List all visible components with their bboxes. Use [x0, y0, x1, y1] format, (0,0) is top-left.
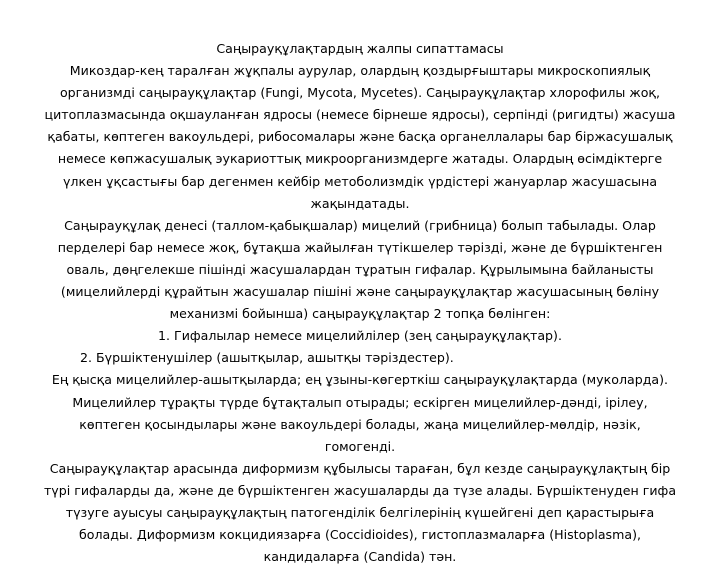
text-line: Мицелийлер тұрақты түрде бұтақталып отырады; ескірген мицелийлер-дәнді, ірілеу, [72, 394, 648, 410]
text-line: қабаты, көптеген вакоульдері, рибосомалары және басқа органеллалары бар біржасушалық [47, 129, 673, 145]
text-line: цитоплазмасында оқшауланған ядросы (немесе бірнеше ядросы), серпінді (ригидты) жасуша [44, 107, 676, 123]
document-title: Саңырауқұлақтардың жалпы сипаттамасы [216, 41, 504, 56]
text-line: жақындатады. [310, 195, 410, 211]
list-item: 2. Бүршіктенушілер (ашытқылар, ашытқы тәріздестер). [80, 350, 454, 366]
text-line: немесе көпжасушалық эукариоттық микроорганизмдерге жатады. Олардың өсімдіктерге [57, 151, 663, 167]
document-text-block [28, 38, 692, 568]
list-item: 1. Гифалылар немесе мицелийлілер (зең саңырауқұлақтар). [158, 328, 562, 344]
text-line: түрі гифаларды да, және де бүршіктенген жасушаларды да түзе алады. Бүршіктенуден гифа [43, 482, 677, 498]
text-line: үлкен ұқсастығы бар дегенмен кейбір метоболизмдік үрдістері жануарлар жасушасына [62, 173, 658, 189]
text-line: механизмі бойынша) саңырауқұлақтар 2 топқа бөлінген: [169, 306, 551, 322]
text-line: болады. Диформизм кокцидиязарға (Coccidioides), гистоплазмаларға (Histoplasma), [78, 527, 641, 543]
text-line: Саңырауқұлақтар арасында диформизм құбылысы тараған, бұл кезде саңырауқұлақтың бір [49, 460, 671, 476]
text-line: кандидаларға (Candida) тән. [263, 549, 457, 565]
text-line: көптеген қосындылары және вакоульдері болады, жаңа мицелийлер-мөлдір, нәзік, [79, 416, 641, 432]
text-line: түзуге ауысуы саңырауқұлақтың патогенділік белгілерінің күшейгені деп қарастырыға [65, 504, 655, 520]
text-line: оваль, дөңгелекше пішінді жасушалардан тұратын гифалар. Құрылымына байланысты [66, 261, 654, 277]
text-line: Саңырауқұлақ денесі (таллом-қабықшалар) мицелий (грибница) болып табылады. Олар [64, 217, 656, 233]
text-line: перделері бар немесе жоқ, бұтақша жайылған түтікшелер тәрізді, және де бүршіктенген [57, 239, 663, 255]
text-line: Микоздар-кең таралған жұқпалы аурулар, олардың қоздырғыштары микроскопиялық [69, 63, 651, 79]
text-line: Ең қысқа мицелийлер-ашытқыларда; ең ұзыны-көгерткіш саңырауқұлақтарда (муколарда). [51, 372, 669, 388]
text-line: (мицелийлерді құрайтын жасушалар пішіні және саңырауқұлақтар жасушасының бөліну [60, 284, 660, 300]
text-line: организмді саңырауқұлақтар (Fungi, Mycota, Mycetes). Саңырауқұлақтар хлорофилы жоқ, [59, 85, 661, 101]
text-line: гомогенді. [324, 438, 396, 454]
